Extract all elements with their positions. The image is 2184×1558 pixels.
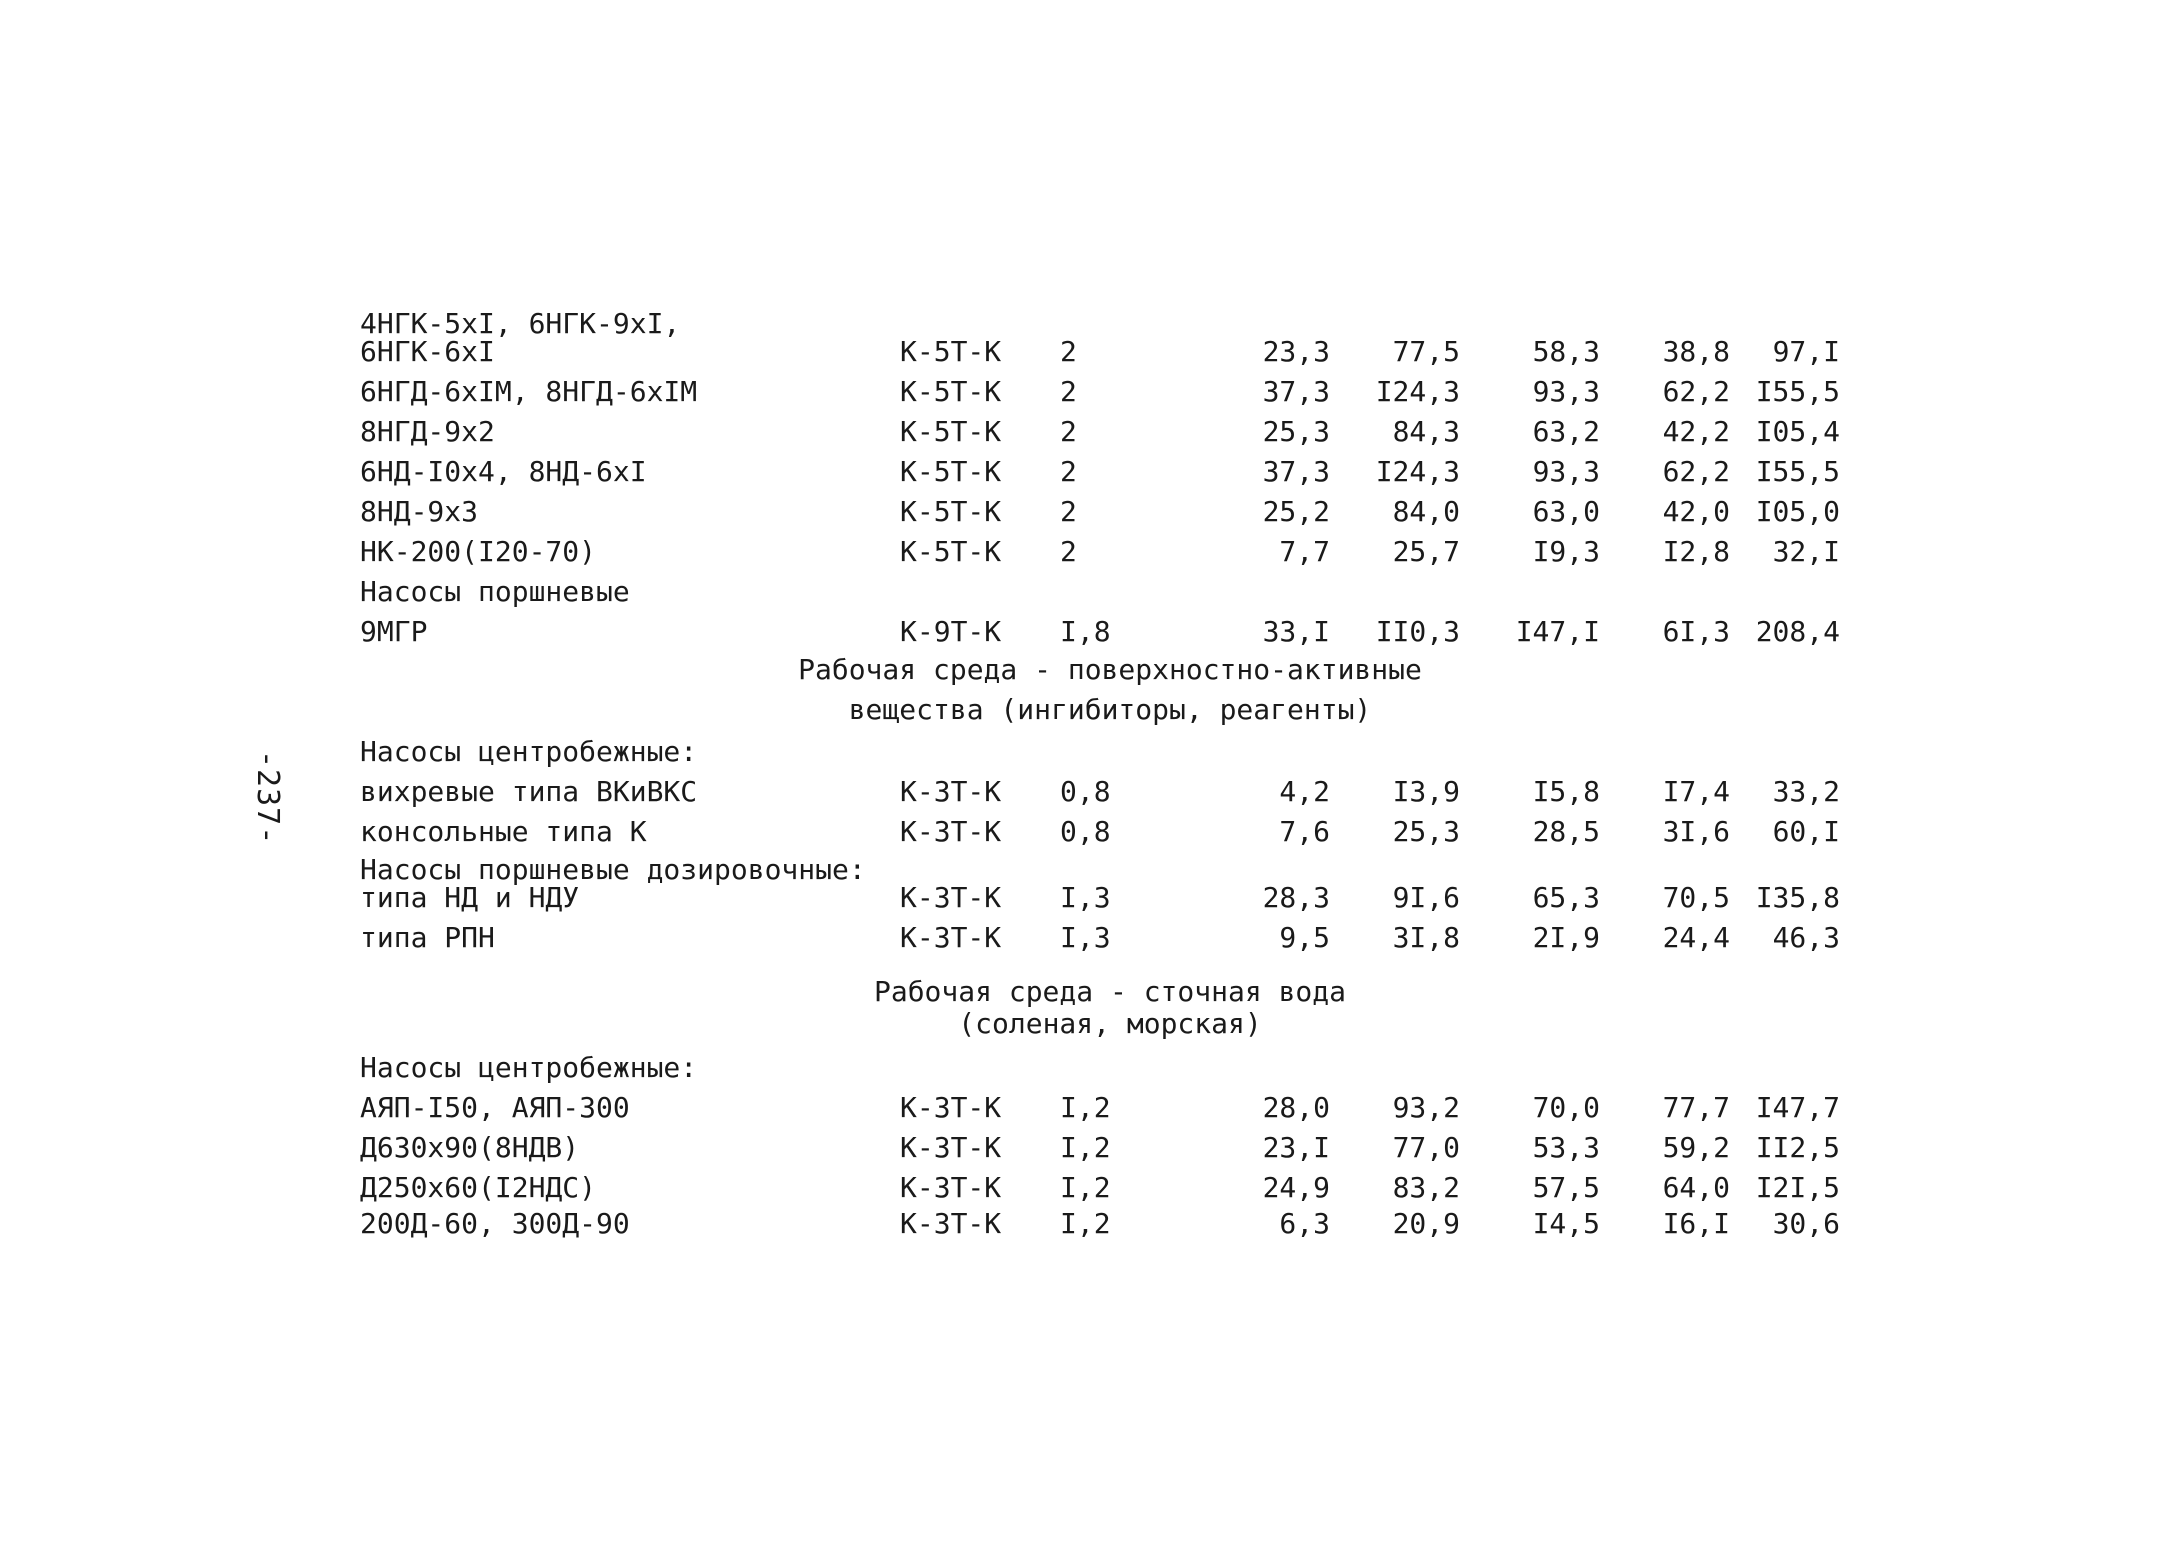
row-value-6: I55,5	[1755, 455, 1840, 488]
table-row	[360, 1166, 1860, 1206]
row-value-5: I7,4	[1662, 775, 1730, 808]
row-value-4: 70,0	[1532, 1091, 1600, 1124]
row-name: Насосы поршневые дозировочные: типа НД и НДУ	[360, 853, 866, 914]
row-value-6: I47,7	[1755, 1091, 1840, 1124]
row-name: 9МГР	[360, 615, 428, 648]
row-value-4: 28,5	[1532, 815, 1600, 848]
section-title: Рабочая среда - поверхностно-активные	[798, 653, 1422, 686]
section-title-row	[360, 1007, 1860, 1040]
row-name: 8НД-9х3	[360, 495, 479, 528]
row-value-4: 57,5	[1532, 1171, 1600, 1204]
row-value-5: 70,5	[1662, 881, 1730, 914]
section-title: вещества (ингибиторы, реагенты)	[848, 693, 1372, 726]
row-name: 8НГД-9х2	[360, 415, 495, 448]
row-value-5: 24,4	[1662, 921, 1730, 954]
row-value-1: 2	[1060, 375, 1077, 408]
row-value-5: 42,2	[1662, 415, 1730, 448]
table-row	[360, 410, 1860, 450]
row-value-3: I24,3	[1375, 455, 1460, 488]
row-value-1: I,3	[1060, 921, 1111, 954]
row-value-3: 25,7	[1392, 535, 1460, 568]
row-value-5: 38,8	[1662, 335, 1730, 368]
section-title: Рабочая среда - сточная вода	[873, 975, 1346, 1008]
row-value-2: 24,9	[1262, 1171, 1330, 1204]
page-number: -237-	[250, 750, 285, 846]
row-value-4: 58,3	[1532, 335, 1600, 368]
row-code: К-3Т-К	[900, 1131, 1002, 1164]
row-value-2: 33,I	[1262, 615, 1330, 648]
row-value-1: I,2	[1060, 1091, 1111, 1124]
row-value-2: 25,3	[1262, 415, 1330, 448]
row-value-2: 4,2	[1279, 775, 1330, 808]
row-value-6: II2,5	[1755, 1131, 1840, 1164]
subheading-row	[360, 730, 1860, 770]
row-value-1: 2	[1060, 415, 1077, 448]
subheading-row	[360, 570, 1860, 610]
section-title-row	[360, 690, 1860, 730]
row-value-6: 33,2	[1772, 775, 1840, 808]
table-row	[360, 1206, 1860, 1242]
pump-table	[360, 306, 1860, 1242]
row-value-3: 77,0	[1392, 1131, 1460, 1164]
table-row	[360, 1126, 1860, 1166]
row-name: типа РПН	[360, 921, 495, 954]
row-value-5: 62,2	[1662, 455, 1730, 488]
row-value-6: 60,I	[1772, 815, 1840, 848]
table-row	[360, 850, 1860, 916]
subheading-row	[360, 1040, 1860, 1086]
row-value-4: 2I,9	[1532, 921, 1600, 954]
row-value-6: I05,4	[1755, 415, 1840, 448]
table-row	[360, 770, 1860, 810]
row-value-2: 25,2	[1262, 495, 1330, 528]
table-row	[360, 490, 1860, 530]
table-row	[360, 610, 1860, 650]
row-value-1: 2	[1060, 455, 1077, 488]
row-value-5: I2,8	[1662, 535, 1730, 568]
row-code: К-5Т-К	[900, 335, 1002, 368]
row-value-2: 23,3	[1262, 335, 1330, 368]
table-row	[360, 530, 1860, 570]
row-value-3: 93,2	[1392, 1091, 1460, 1124]
subheading: Насосы центробежные:	[360, 735, 698, 768]
row-value-2: 37,3	[1262, 375, 1330, 408]
row-value-5: 3I,6	[1662, 815, 1730, 848]
row-code: К-5Т-К	[900, 455, 1002, 488]
row-value-1: 2	[1060, 495, 1077, 528]
row-value-3: 77,5	[1392, 335, 1460, 368]
row-value-1: I,2	[1060, 1207, 1111, 1240]
row-name: 6НГД-6хIМ, 8НГД-6хIМ	[360, 375, 698, 408]
table-row	[360, 1086, 1860, 1126]
row-value-3: 84,3	[1392, 415, 1460, 448]
row-value-4: 65,3	[1532, 881, 1600, 914]
row-code: К-3Т-К	[900, 1091, 1002, 1124]
row-value-5: 42,0	[1662, 495, 1730, 528]
row-value-2: 28,3	[1262, 881, 1330, 914]
row-code: К-5Т-К	[900, 495, 1002, 528]
row-name: консольные типа К	[360, 815, 647, 848]
row-value-6: I2I,5	[1755, 1171, 1840, 1204]
row-value-2: 7,6	[1279, 815, 1330, 848]
row-value-6: 30,6	[1772, 1207, 1840, 1240]
row-value-1: 2	[1060, 535, 1077, 568]
row-value-4: 93,3	[1532, 375, 1600, 408]
row-value-3: I24,3	[1375, 375, 1460, 408]
row-name: НК-200(I20-70)	[360, 535, 597, 568]
row-value-6: 208,4	[1755, 615, 1840, 648]
row-name: Д250х60(I2НДС)	[360, 1171, 597, 1204]
row-code: К-3Т-К	[900, 1207, 1002, 1240]
row-value-4: I47,I	[1515, 615, 1600, 648]
row-code: К-3Т-К	[900, 921, 1002, 954]
row-code: К-3Т-К	[900, 881, 1002, 914]
row-value-1: I,8	[1060, 615, 1111, 648]
row-value-3: 83,2	[1392, 1171, 1460, 1204]
row-code: К-3Т-К	[900, 775, 1002, 808]
table-row	[360, 916, 1860, 956]
row-value-3: 25,3	[1392, 815, 1460, 848]
row-code: К-5Т-К	[900, 535, 1002, 568]
table-row	[360, 810, 1860, 850]
row-value-3: 9I,6	[1392, 881, 1460, 914]
row-value-6: 97,I	[1772, 335, 1840, 368]
row-value-6: I05,0	[1755, 495, 1840, 528]
row-name: 6НД-I0х4, 8НД-6хI	[360, 455, 647, 488]
row-name: 200Д-60, 300Д-90	[360, 1207, 630, 1240]
row-value-1: I,3	[1060, 881, 1111, 914]
row-value-4: 93,3	[1532, 455, 1600, 488]
subheading: Насосы центробежные:	[360, 1051, 698, 1084]
row-code: К-9Т-К	[900, 615, 1002, 648]
row-value-6: I35,8	[1755, 881, 1840, 914]
row-value-5: I6,I	[1662, 1207, 1730, 1240]
subheading: Насосы поршневые	[360, 575, 630, 608]
row-name: АЯП-I50, АЯП-300	[360, 1091, 630, 1124]
row-value-3: 20,9	[1392, 1207, 1460, 1240]
table-row	[360, 306, 1860, 370]
row-value-5: 6I,3	[1662, 615, 1730, 648]
row-value-5: 62,2	[1662, 375, 1730, 408]
row-value-6: 46,3	[1772, 921, 1840, 954]
row-value-6: I55,5	[1755, 375, 1840, 408]
row-value-1: 0,8	[1060, 775, 1111, 808]
row-value-4: I5,8	[1532, 775, 1600, 808]
row-value-4: I4,5	[1532, 1207, 1600, 1240]
row-value-2: 28,0	[1262, 1091, 1330, 1124]
row-value-3: I3,9	[1392, 775, 1460, 808]
section-title: (соленая, морская)	[958, 1007, 1262, 1040]
row-code: К-3Т-К	[900, 1171, 1002, 1204]
row-name: вихревые типа ВКиВКС	[360, 775, 698, 808]
row-value-5: 64,0	[1662, 1171, 1730, 1204]
row-value-4: 63,0	[1532, 495, 1600, 528]
table-row	[360, 450, 1860, 490]
row-value-1: I,2	[1060, 1131, 1111, 1164]
row-value-2: 23,I	[1262, 1131, 1330, 1164]
row-value-4: I9,3	[1532, 535, 1600, 568]
row-value-4: 53,3	[1532, 1131, 1600, 1164]
row-value-4: 63,2	[1532, 415, 1600, 448]
row-value-2: 7,7	[1279, 535, 1330, 568]
row-value-5: 77,7	[1662, 1091, 1730, 1124]
row-value-2: 6,3	[1279, 1207, 1330, 1240]
row-value-3: 84,0	[1392, 495, 1460, 528]
row-value-1: 0,8	[1060, 815, 1111, 848]
row-name: 4НГК-5хI, 6НГК-9хI, 6НГК-6хI	[360, 307, 681, 368]
row-name: Д630х90(8НДВ)	[360, 1131, 580, 1164]
row-code: К-5Т-К	[900, 415, 1002, 448]
row-value-6: 32,I	[1772, 535, 1840, 568]
row-value-1: I,2	[1060, 1171, 1111, 1204]
row-code: К-5Т-К	[900, 375, 1002, 408]
row-value-5: 59,2	[1662, 1131, 1730, 1164]
row-value-3: II0,3	[1375, 615, 1460, 648]
row-value-3: 3I,8	[1392, 921, 1460, 954]
table-row	[360, 370, 1860, 410]
row-value-2: 37,3	[1262, 455, 1330, 488]
row-code: К-3Т-К	[900, 815, 1002, 848]
section-title-row	[360, 650, 1860, 690]
row-value-2: 9,5	[1279, 921, 1330, 954]
row-value-1: 2	[1060, 335, 1077, 368]
